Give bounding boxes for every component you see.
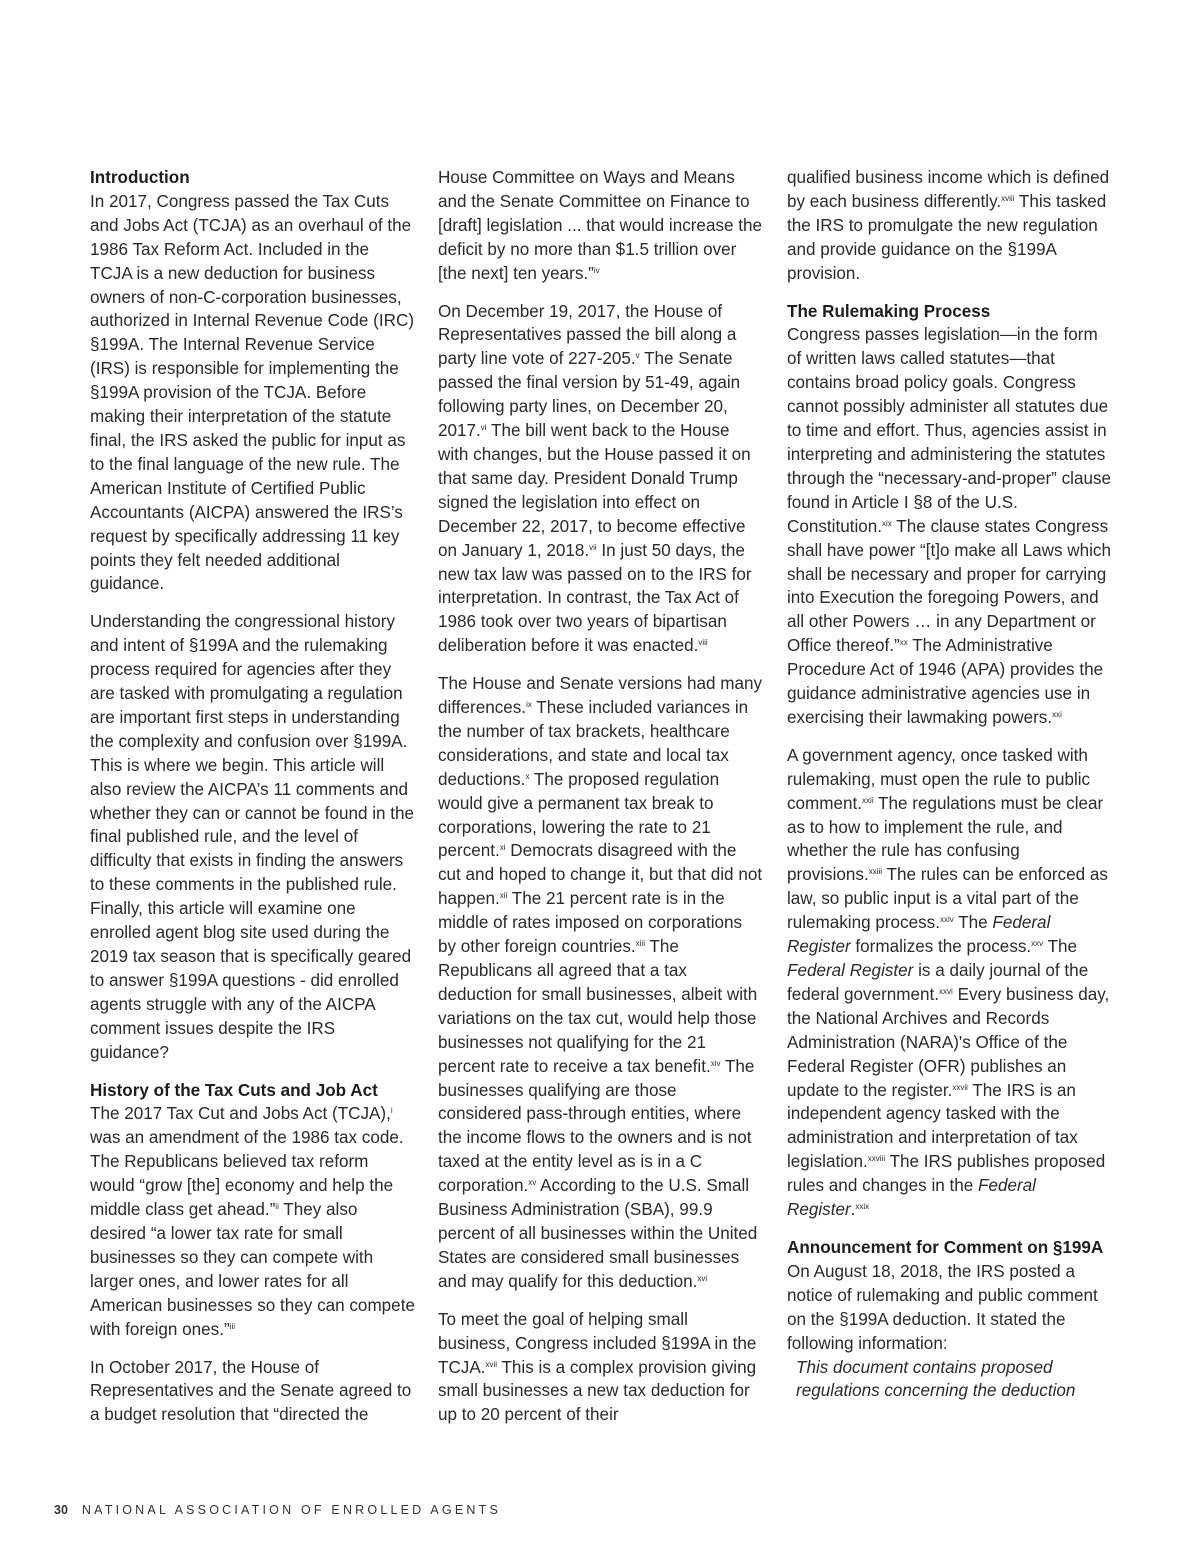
- endnote-ref: xviii: [1001, 193, 1015, 203]
- endnote-ref: xi: [499, 843, 506, 853]
- endnote-ref: xix: [882, 518, 892, 528]
- text-run: The rules can be enforced as law, so public input is a vital part of the rulemaking process.: [787, 865, 1108, 933]
- endnote-ref: iii: [229, 1321, 236, 1331]
- text-run: is a daily journal of the federal government.: [787, 961, 1089, 1004]
- text-run: formalizes the process.: [850, 937, 1032, 957]
- text-run: This tasked the IRS to promulgate the new regulation and provide guidance on the §199A provision.: [787, 191, 1107, 283]
- history-heading: History of the Tax Cuts and Job Act: [90, 1080, 378, 1100]
- rulemaking-paragraph-2: [787, 744, 1112, 1222]
- text-run: On December 19, 2017, the House of Representatives passed the bill along a party line vote of 227-205.: [438, 301, 737, 369]
- federal-register-title: Federal Register: [787, 913, 1051, 957]
- text-run: The bill went back to the House with changes, but the House passed it on that same day. President Donald Trump signed the legislation into effect on December 22, 2017, to become effective on January 1, 2018.: [438, 421, 751, 560]
- column-2-paragraph-1: [438, 166, 763, 286]
- endnote-ref: xxiii: [868, 867, 883, 877]
- column-3-paragraph-1: [787, 166, 1112, 286]
- endnote-ref: iv: [593, 265, 600, 275]
- rulemaking-heading: The Rulemaking Process: [787, 301, 991, 321]
- endnote-ref: xvii: [485, 1359, 498, 1369]
- page-number: 30: [54, 1503, 68, 1517]
- text-run: The House and Senate versions had many differences.: [438, 674, 763, 718]
- text-run: The businesses qualifying are those considered pass-through entities, where the income flows to the owners and is not taxed at the entity level as is in a C corporation.: [438, 1056, 755, 1196]
- endnote-ref: xxiv: [939, 915, 954, 925]
- endnote-ref: xxviii: [867, 1154, 886, 1164]
- federal-register-title: Federal Register: [787, 1176, 1036, 1220]
- text-run: The Administrative Procedure Act of 1946 (APA) provides the guidance administrative agencies use in exercising their lawmaking powers.: [787, 636, 1104, 727]
- text-run: The proposed regulation would give a permanent tax break to corporations, lowering the rate to 21 percent.: [438, 769, 720, 861]
- endnote-ref: xxii: [862, 795, 874, 805]
- endnote-ref: ii: [275, 1202, 279, 1212]
- text-run: The: [953, 913, 993, 933]
- text-run: The IRS is an independent agency tasked with the administration and interpretation of tax legislation.: [787, 1080, 1078, 1172]
- rulemaking-paragraph-1: [787, 323, 1112, 729]
- column-2-paragraph-3: [438, 672, 763, 1294]
- text-run: The Republicans all agreed that a tax deduction for small businesses, albeit with variations on the tax cut, would help those businesses not qualifying for the 21 percent rate to receive a tax benefit.: [438, 937, 758, 1076]
- endnote-ref: viii: [698, 638, 708, 648]
- text-run: The IRS publishes proposed rules and changes in the: [787, 1152, 1106, 1196]
- text-run: Democrats disagreed with the cut and hoped to change it, but that did not happen.: [438, 841, 763, 909]
- page-footer: [54, 1503, 501, 1517]
- text-run: was an amendment of the 1986 tax code. The Republicans believed tax reform would “grow [the] economy and help the middle class get ahead.”: [90, 1128, 404, 1220]
- column-1: [90, 166, 415, 1441]
- endnote-ref: xxv: [1031, 939, 1044, 949]
- text-run: The clause states Congress shall have power “[t]o make all Laws which shall be necessary and proper for carrying into Execution the foregoing Powers, and all other Powers … in any Department or Office thereof.”: [787, 516, 1111, 656]
- text-run: The regulations must be clear as to how to implement the rule, and whether the rule has confusing provisions.: [787, 793, 1104, 885]
- endnote-ref: v: [635, 351, 640, 361]
- endnote-ref: xxix: [855, 1202, 870, 1212]
- text-run: .: [850, 1200, 856, 1220]
- text-run: These included variances in the number of tax brackets, healthcare considerations, and state and local tax deductions.: [438, 698, 749, 789]
- endnote-ref: ix: [526, 700, 532, 710]
- history-paragraph-2: In October 2017, the House of Representatives and the Senate agreed to a budget resolution that “directed the: [90, 1357, 412, 1425]
- introduction-paragraph-1: In 2017, Congress passed the Tax Cuts and Jobs Act (TCJA) as an overhaul of the 1986 Tax Reform Act. Included in the TCJA is a new deduction for business owners of non-C-corporation businesses, authorized in Internal Revenue Code (IRC) §199A. The Internal Revenue Service (IRS) is responsible for implementing the §199A provision of the TCJA. Before making their interpretation of the statute final, the IRS asked the public for input as to the final language of the new rule. The American Institute of Certified Public Accountants (AICPA) answered the IRS’s request by specifically addressing 11 key points they felt needed additional guidance.: [90, 191, 415, 594]
- text-run: A government agency, once tasked with rulemaking, must open the rule to public comment.: [787, 745, 1091, 813]
- introduction-heading: Introduction: [90, 168, 190, 187]
- endnote-ref: x: [525, 771, 530, 781]
- announcement-quote: This document contains proposed regulations concerning the deduction: [796, 1357, 1076, 1401]
- endnote-ref: xxvii: [952, 1082, 968, 1092]
- announcement-heading: Announcement for Comment on §199A: [787, 1237, 1104, 1257]
- text-run: House Committee on Ways and Means and the Senate Committee on Finance to [draft] legislation ... that would increase the deficit by no more than $1.5 trillion over [the next] ten years.”: [438, 168, 763, 283]
- endnote-ref: xiii: [635, 939, 645, 949]
- endnote-ref: xv: [528, 1178, 537, 1188]
- text-run: The 2017 Tax Cut and Jobs Act (TCJA),: [90, 1104, 391, 1124]
- text-run: qualified business income which is defined by each business differently.: [787, 168, 1110, 211]
- text-run: Every business day, the National Archives and Records Administration (NARA)'s Office of the Federal Register (OFR) publishes an update to the register.: [787, 984, 1110, 1100]
- endnote-ref: xxvi: [939, 986, 953, 996]
- column-2-paragraph-4: [438, 1308, 763, 1428]
- text-run: The: [1043, 937, 1078, 957]
- endnote-ref: vi: [480, 423, 487, 433]
- publication-name: NATIONAL ASSOCIATION OF ENROLLED AGENTS: [81, 1503, 501, 1517]
- endnote-ref: xiv: [710, 1058, 721, 1068]
- federal-register-title: Federal Register: [787, 961, 914, 980]
- introduction-paragraph-2: Understanding the congressional history and intent of §199A and the rulemaking process required for agencies after they are tasked with promulgating a regulation are important first steps in understanding the complexity and confusion over §199A. This is where we begin. This article will also review the AICPA’s 11 comments and whether they can or cannot be found in the final published rule, and the level of difficulty that exists in finding the answers to these comments in the published rule. Finally, this article will examine one enrolled agent blog site used during the 2019 tax season that is specifically geared to answer §199A questions - did enrolled agents struggle with any of the AICPA comment issues despite the IRS guidance?: [90, 612, 415, 1062]
- text-run: To meet the goal of helping small business, Congress included §199A in the TCJA.: [438, 1309, 757, 1377]
- endnote-ref: xx: [899, 638, 908, 648]
- endnote-ref: i: [390, 1106, 393, 1116]
- text-run: Congress passes legislation—in the form of written laws called statutes—that contains broad policy goals. Congress cannot possibly administer all statutes due to time and effort. Thus, agencies assist in interpreting and administering the statutes through the “necessary-and-proper” clause found in Article I §8 of the U.S. Constitution.: [787, 325, 1112, 536]
- column-3: [787, 166, 1112, 1403]
- text-run: The 21 percent rate is in the middle of rates imposed on corporations by other foreign countries.: [438, 889, 743, 957]
- column-2: [438, 166, 763, 1441]
- column-2-paragraph-2: [438, 300, 763, 659]
- text-run: They also desired “a lower tax rate for small businesses so they can compete with larger ones, and lower rates for all American businesses so they can compete with foreign ones.”: [90, 1200, 415, 1339]
- endnote-ref: xii: [499, 891, 508, 901]
- endnote-ref: vii: [589, 542, 597, 552]
- text-run: This is a complex provision giving small businesses a new tax deduction for up to 20 percent of their: [438, 1357, 757, 1425]
- announcement-paragraph: On August 18, 2018, the IRS posted a notice of rulemaking and public comment on the §199A deduction. It stated the following information:: [787, 1261, 1098, 1353]
- endnote-ref: xvi: [697, 1273, 708, 1283]
- text-run: The Senate passed the final version by 51-49, again following party lines, on December 20, 2017.: [438, 349, 741, 441]
- text-run: According to the U.S. Small Business Administration (SBA), 99.9 percent of all businesses within the United States are considered small businesses and may qualify for this deduction.: [438, 1176, 758, 1291]
- history-paragraph-1: [90, 1102, 415, 1341]
- text-run: In just 50 days, the new tax law was passed on to the IRS for interpretation. In contrast, the Tax Act of 1986 took over two years of bipartisan deliberation before it was enacted.: [438, 540, 752, 656]
- endnote-ref: xxi: [1052, 709, 1062, 719]
